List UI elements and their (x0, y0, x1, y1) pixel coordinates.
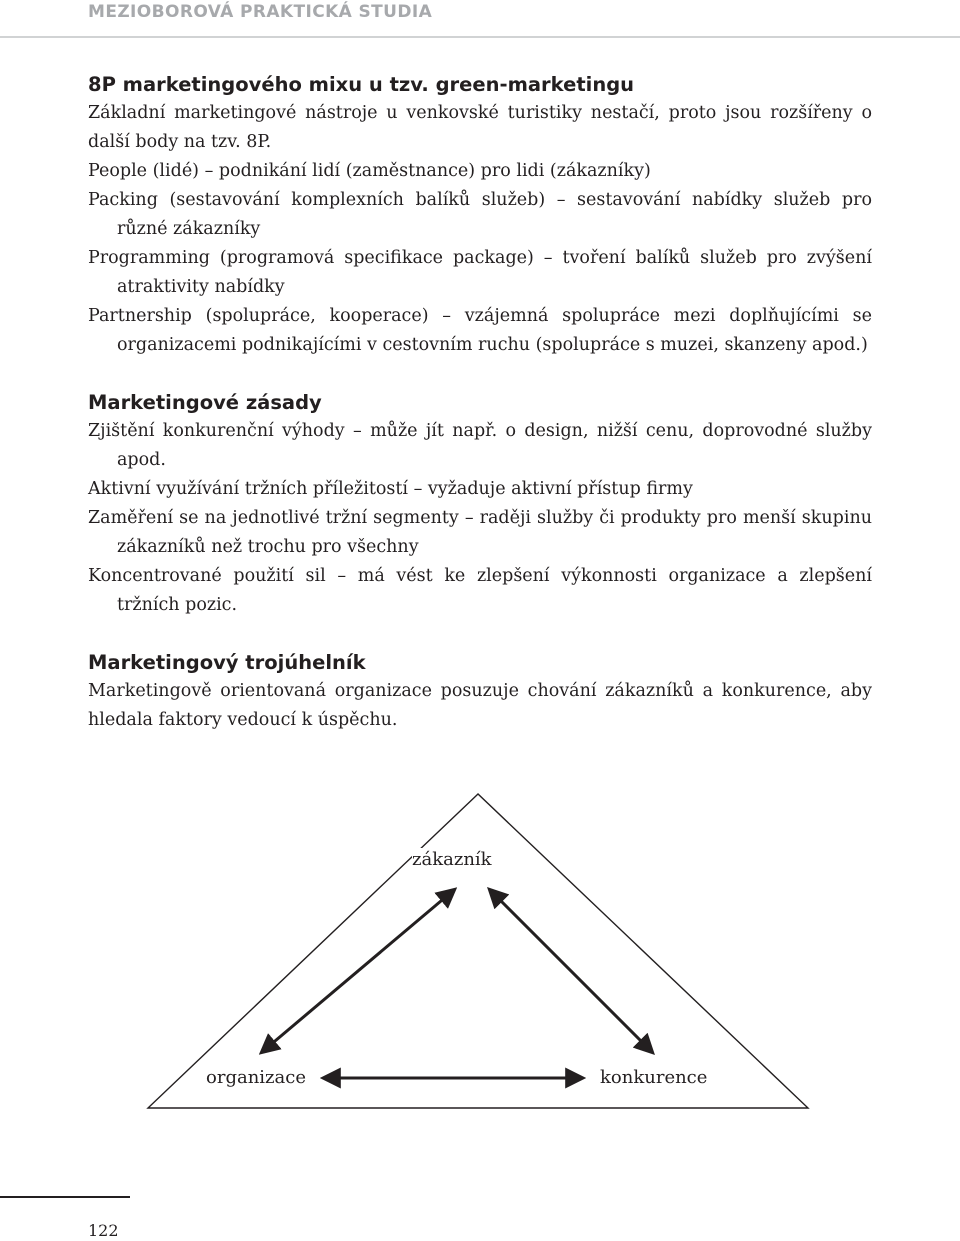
section-heading-principles: Marketingové zásady (88, 391, 322, 414)
list-item-competitive-advantage: Zjištění konkurenční výhody – může jít např. o design, nižší cenu, doprovodné služby apod. (88, 421, 872, 470)
list-item-segments: Zaměření se na jednotlivé tržní segmenty – raději služby či produkty pro menší skupinu zákazníků než trochu pro všechny (88, 508, 872, 557)
list-item-partnership: Partnership (spolupráce, kooperace) – vzájemná spolupráce mezi doplňujícími se organizacemi podnikajícími v cestovním ruchu (spolupráce s muzei, skanzeny apod.) (88, 306, 872, 355)
page-content (88, 70, 872, 735)
triangle-paragraph: Marketingově orientovaná organizace posuzuje chování zákazníků a konkurence, aby hledala faktory vedoucí k úspěchu. (88, 681, 872, 730)
header-rule (0, 36, 960, 38)
list-item-market-opportunities: Aktivní využívání tržních příležitostí – vyžaduje aktivní přístup firmy (88, 479, 693, 499)
intro-paragraph: Základní marketingové nástroje u venkovské turistiky nestačí, proto jsou rozšířeny o další body na tzv. 8P. (88, 103, 872, 152)
page-number: 122 (88, 1221, 119, 1240)
triangle-graphic (0, 780, 960, 1140)
section-principles (88, 388, 872, 620)
list-item-packing: Packing (sestavování komplexních balíků služeb) – sestavování nabídky služeb pro různé zákazníky (88, 190, 872, 239)
triangle-outline (148, 794, 808, 1108)
arrow-customer-competition (490, 890, 652, 1052)
node-label-customer: zákazník (412, 849, 492, 870)
node-label-organization: organizace (206, 1067, 306, 1088)
section-heading-green-marketing: 8P marketingového mixu u tzv. green-marketingu (88, 73, 635, 96)
footer-rule (0, 1196, 130, 1198)
list-item-people: People (lidé) – podnikání lidí (zaměstnance) pro lidi (zákazníky) (88, 161, 651, 181)
marketing-triangle-diagram (0, 780, 960, 1140)
node-label-competition: konkurence (600, 1067, 708, 1088)
list-item-concentration: Koncentrované použití sil – má vést ke zlepšení výkonnosti organizace a zlepšení tržních pozic. (88, 566, 872, 615)
section-green-marketing (88, 70, 872, 360)
section-heading-triangle: Marketingový trojúhelník (88, 651, 366, 674)
list-item-programming: Programming (programová specifikace package) – tvoření balíků služeb pro zvýšení atraktivity nabídky (88, 248, 872, 297)
arrow-customer-organization (262, 890, 454, 1052)
running-header: MEZIOBOROVÁ PRAKTICKÁ STUDIA (88, 2, 433, 22)
section-triangle (88, 648, 872, 735)
